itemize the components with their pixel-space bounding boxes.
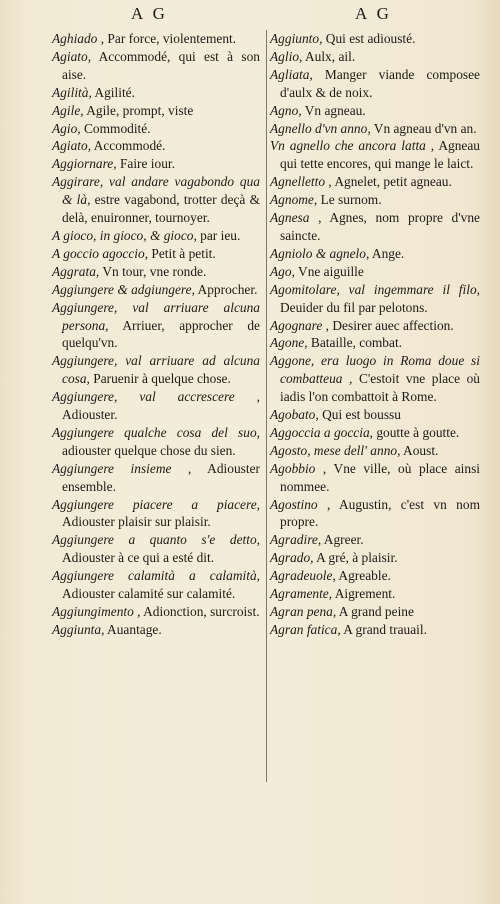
dictionary-entry xyxy=(270,424,480,442)
entry-definition: Bataille, combat. xyxy=(307,335,403,351)
dictionary-entry xyxy=(270,173,480,191)
entry-definition: Agile, prompt, viste xyxy=(83,102,194,118)
dictionary-entry xyxy=(52,460,260,496)
dictionary-entry xyxy=(270,352,480,406)
dictionary-entry xyxy=(270,30,480,48)
entry-headword: Agniolo & agnelo, xyxy=(270,245,370,261)
dictionary-entry xyxy=(52,567,260,603)
dictionary-entry xyxy=(52,388,260,424)
entry-headword: Aggiungere insieme xyxy=(52,460,172,476)
entry-definition: Petit à petit. xyxy=(148,245,216,261)
entry-definition: Le surnom. xyxy=(317,192,382,208)
dictionary-entry xyxy=(270,317,480,335)
dictionary-entry xyxy=(270,460,480,496)
entry-headword: Aglio, xyxy=(270,48,303,64)
dictionary-entry xyxy=(270,549,480,567)
entry-definition: A grand peine xyxy=(336,604,414,619)
entry-headword: Agiato, xyxy=(52,138,92,154)
entry-definition: Vn agneau d'vn an. xyxy=(370,120,477,136)
dictionary-entry xyxy=(270,120,480,138)
dictionary-entry xyxy=(270,603,480,621)
entry-headword: Aghiado xyxy=(52,31,98,46)
entry-headword: Aggiungere, val arriuare alcuna persona, xyxy=(52,299,260,333)
entry-definition: , C'estoit vne place où iadis l'on combattoit à Rome. xyxy=(280,371,480,405)
entry-definition: , Vne ville, où place ainsi nommee. xyxy=(280,460,480,494)
entry-headword: Aggoccia a goccia, xyxy=(270,424,373,440)
dictionary-entry xyxy=(52,155,260,173)
entry-headword: Aggirare, val andare vagabondo qua & là, xyxy=(52,174,260,208)
dictionary-entry xyxy=(270,567,480,585)
entry-definition: goutte à goutte. xyxy=(373,424,460,440)
entry-headword: Aggiungere calamità a calamità, xyxy=(52,568,260,584)
entry-definition: A grand trauail. xyxy=(340,621,427,637)
entry-headword: Aggiunto, xyxy=(270,31,323,46)
entry-headword: Agilità, xyxy=(52,84,92,100)
entry-headword: Agostino xyxy=(270,496,318,512)
right-running-head: A G xyxy=(355,4,392,23)
entry-headword: Agradeuole, xyxy=(270,568,336,584)
entry-definition: Vne aiguille xyxy=(294,263,364,279)
entry-definition: Aulx, ail. xyxy=(302,48,356,64)
entry-definition: , Agneau qui tette encores, qui mange le laict. xyxy=(280,138,480,172)
dictionary-entry xyxy=(52,424,260,460)
entry-definition: Arriuer, approcher de quelqu'vn. xyxy=(62,317,260,351)
dictionary-entry xyxy=(270,281,480,317)
dictionary-entry xyxy=(52,245,260,263)
entry-definition: Adiouster calamité sur calamité. xyxy=(62,586,236,602)
dictionary-entry xyxy=(270,585,480,603)
dictionary-entry xyxy=(52,227,260,245)
entry-headword: Aggone, era luogo in Roma doue si combatteua xyxy=(270,353,480,387)
entry-headword: Aggiornare, xyxy=(52,156,117,172)
dictionary-entry xyxy=(270,102,480,120)
entry-definition: par ieu. xyxy=(196,227,241,243)
entry-headword: Agrado, xyxy=(270,550,314,566)
entry-definition: Paruenir à quelque chose. xyxy=(89,371,231,387)
entry-headword: Agile, xyxy=(52,102,84,118)
entry-headword: Agnelletto xyxy=(270,174,326,190)
entry-headword: Agosto, mese dell' anno, xyxy=(270,442,401,458)
entry-definition: Aoust. xyxy=(400,442,439,458)
dictionary-entry xyxy=(270,496,480,532)
entry-definition: Manger viande composee d'aulx & de noix. xyxy=(280,66,480,100)
entry-definition: , Adiouster ensemble. xyxy=(62,460,260,494)
entry-definition: , Desirer auec affection. xyxy=(322,317,454,333)
entry-headword: Agobato, xyxy=(270,407,319,423)
dictionary-entry xyxy=(52,102,260,120)
entry-headword: Agran pena, xyxy=(270,604,337,619)
entry-definition: , Agnelet, petit agneau. xyxy=(325,174,452,190)
dictionary-entry xyxy=(270,531,480,549)
entry-definition: Qui est adiousté. xyxy=(322,31,416,46)
dictionary-entry xyxy=(52,120,260,138)
entry-headword: Agran fatica, xyxy=(270,621,341,637)
dictionary-entry xyxy=(52,621,260,639)
dictionary-entry xyxy=(52,137,260,155)
dictionary-entry xyxy=(52,352,260,388)
entry-definition: Accommodé, qui est à son aise. xyxy=(62,48,260,82)
dictionary-entry xyxy=(270,263,480,281)
entry-definition: estre vagabond, trotter deçà & delà, enuironner, tournoyer. xyxy=(62,192,260,226)
dictionary-entry xyxy=(270,406,480,424)
dictionary-entry xyxy=(52,531,260,567)
entry-definition: Vn agneau. xyxy=(301,102,366,118)
entry-headword: Aggiungere piacere a piacere, xyxy=(52,496,260,512)
entry-headword: Agognare xyxy=(270,317,323,333)
entry-definition: Ange. xyxy=(369,245,405,261)
entry-headword: Agradire, xyxy=(270,532,322,548)
left-running-head: A G xyxy=(131,4,168,23)
entry-definition: , Par force, violentement. xyxy=(97,31,237,46)
entry-headword: Ago, xyxy=(270,263,295,279)
dictionary-entry xyxy=(52,48,260,84)
dictionary-entry xyxy=(52,603,260,621)
entry-headword: A gioco, in gioco, & gioco, xyxy=(52,227,197,243)
entry-headword: Aggiungere qualche cosa del suo, xyxy=(52,424,260,440)
dictionary-entry xyxy=(270,191,480,209)
dictionary-entry xyxy=(52,496,260,532)
entry-headword: Agobbio xyxy=(270,460,316,476)
dictionary-entry xyxy=(270,334,480,352)
dictionary-entry xyxy=(52,30,260,48)
entry-definition: Faire iour. xyxy=(116,156,175,172)
entry-headword: Agnello d'vn anno, xyxy=(270,120,371,136)
running-header xyxy=(0,4,500,30)
entry-headword: Agliata, xyxy=(270,66,313,82)
entry-headword: A goccio agoccio, xyxy=(52,245,149,261)
dictionary-entry xyxy=(270,442,480,460)
dictionary-entry xyxy=(52,84,260,102)
dictionary-entry xyxy=(270,137,480,173)
entry-headword: Agiato, xyxy=(52,48,92,64)
dictionary-entry xyxy=(52,281,260,299)
entry-definition: Qui est boussu xyxy=(318,407,401,423)
entry-definition: A gré, à plaisir. xyxy=(313,550,398,566)
left-column xyxy=(52,30,260,639)
dictionary-entry xyxy=(52,299,260,353)
entry-definition: Vn tour, vne ronde. xyxy=(99,263,207,279)
dictionary-entry xyxy=(270,621,480,639)
entry-headword: Agno, xyxy=(270,102,302,118)
dictionary-entry xyxy=(270,66,480,102)
right-column xyxy=(270,30,480,639)
column-divider xyxy=(266,30,267,782)
entry-headword: Aggiungere a quanto s'e detto, xyxy=(52,532,260,548)
dictionary-entry xyxy=(270,209,480,245)
entry-definition: Approcher. xyxy=(194,281,258,297)
entry-definition: Agreable. xyxy=(335,568,391,584)
entry-headword: Aggiunta, xyxy=(52,621,105,637)
dictionary-entry xyxy=(270,245,480,263)
entry-definition: Aigrement. xyxy=(332,586,396,602)
entry-headword: Aggrata, xyxy=(52,263,100,279)
entry-headword: Agone, xyxy=(270,335,308,351)
dictionary-entry xyxy=(270,48,480,66)
entry-definition: Agreer. xyxy=(321,532,364,548)
entry-definition: , Adiouster. xyxy=(62,389,260,423)
entry-headword: Agio, xyxy=(52,120,81,136)
entry-definition: , Agnes, nom propre d'vne saincte. xyxy=(280,210,480,243)
entry-definition: Accommodé. xyxy=(91,138,166,154)
entry-headword: Aggiungimento xyxy=(52,604,134,619)
entry-definition: , Augustin, c'est vn nom propre. xyxy=(280,496,480,530)
entry-definition: Adiouster à ce qui a esté dit. xyxy=(62,550,215,566)
entry-headword: Agnome, xyxy=(270,192,318,208)
entry-definition: Adiouster plaisir sur plaisir. xyxy=(62,514,211,530)
entry-headword: Vn agnello che ancora latta xyxy=(270,138,426,154)
entry-headword: Agomitolare, val ingemmare il filo, xyxy=(270,281,480,297)
entry-definition: Auantage. xyxy=(104,621,162,637)
entry-definition: , Adionction, surcroist. xyxy=(133,604,260,619)
entry-headword: Agnesa xyxy=(270,210,310,226)
entry-definition: adiouster quelque chose du sien. xyxy=(62,442,236,458)
entry-headword: Aggiungere, val arriuare ad alcuna cosa, xyxy=(52,353,260,387)
entry-definition: Agilité. xyxy=(91,84,135,100)
entry-definition: Commodité. xyxy=(80,120,151,136)
entry-headword: Aggiungere, val accrescere xyxy=(52,389,235,405)
dictionary-entry xyxy=(52,173,260,227)
dictionary-entry xyxy=(52,263,260,281)
entry-headword: Agramente, xyxy=(270,586,333,602)
entry-definition: Deuider du fil par pelotons. xyxy=(280,299,428,315)
entry-headword: Aggiungere & adgiungere, xyxy=(52,281,195,297)
